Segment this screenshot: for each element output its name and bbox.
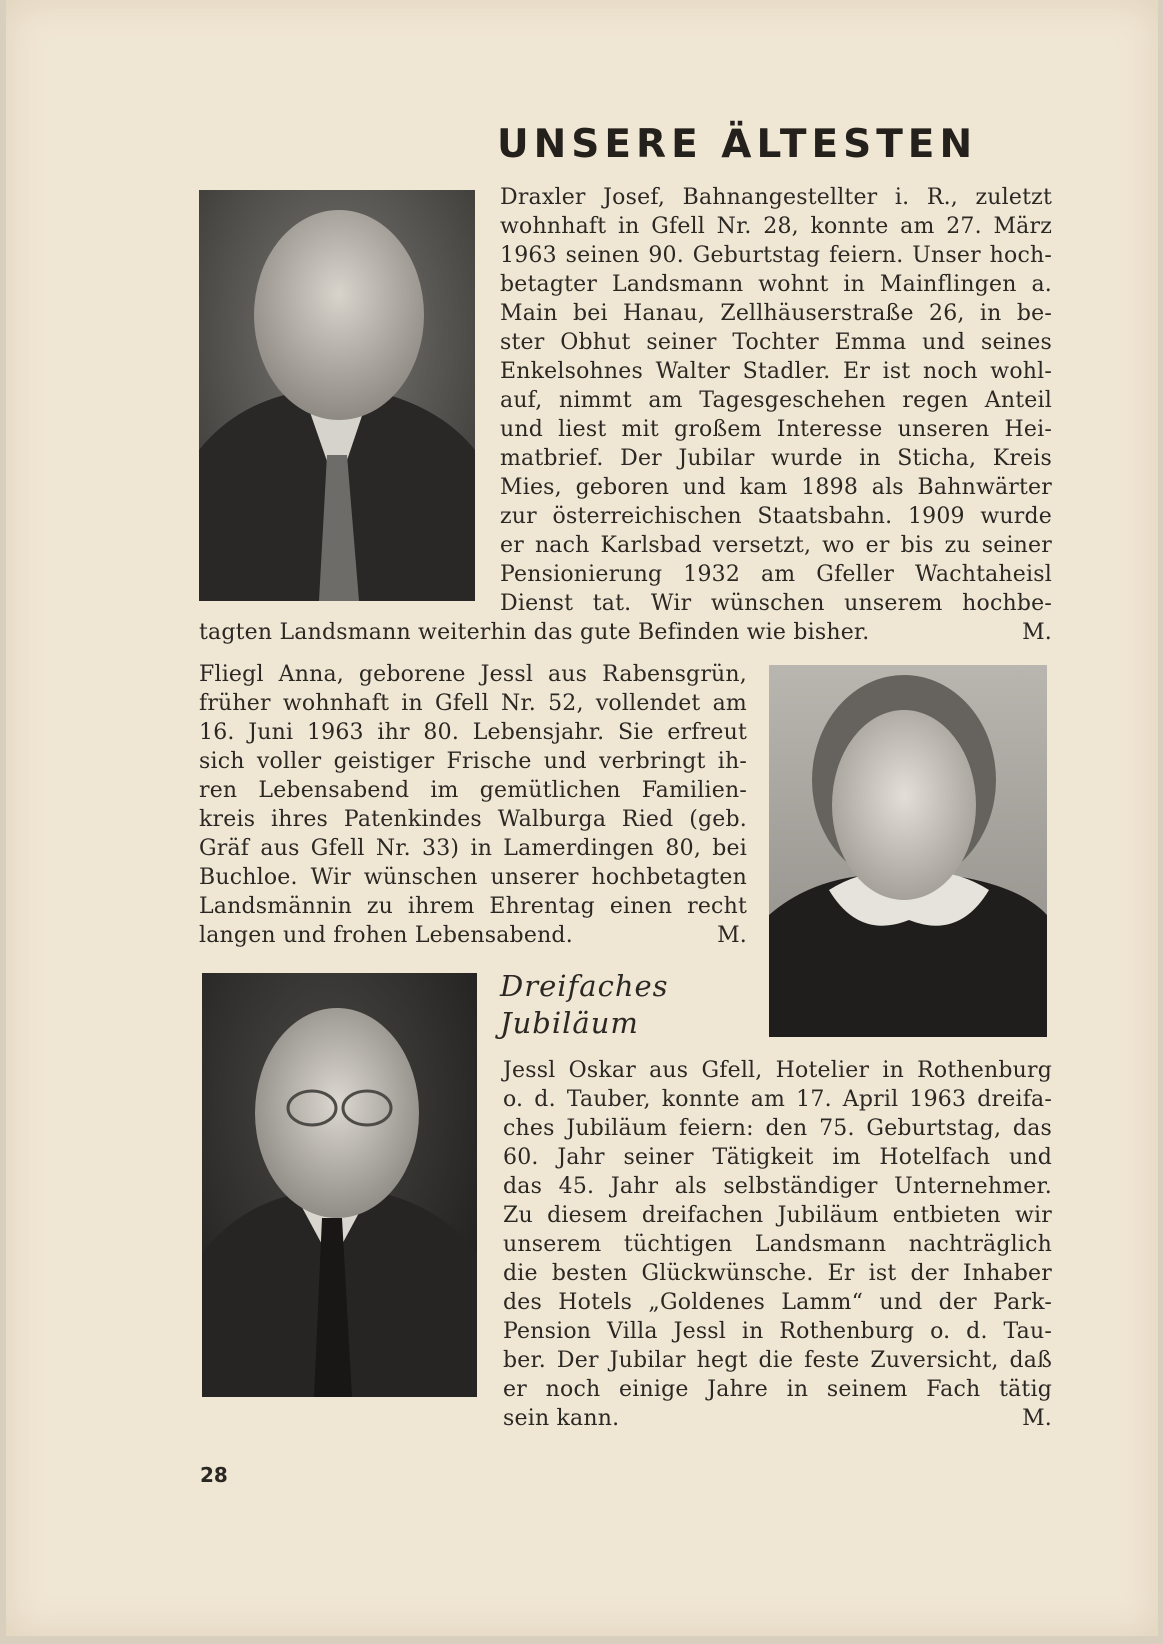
text-line: langen und frohen Lebensabend. bbox=[199, 923, 573, 948]
text-line: und liest mit großem Interesse unseren Hei- bbox=[500, 417, 1052, 442]
text-line: matbrief. Der Jubilar wurde in Sticha, Kreis bbox=[500, 446, 1052, 471]
article-draxler-end bbox=[199, 618, 1052, 647]
article-fliegl bbox=[199, 660, 747, 950]
text-line-last bbox=[199, 618, 1052, 647]
text-line: die besten Glückwünsche. Er ist der Inhaber bbox=[503, 1261, 1052, 1286]
text-line: er noch einige Jahre in seinem Fach tätig bbox=[503, 1377, 1052, 1402]
text-line: o. d. Tauber, konnte am 17. April 1963 dreifa- bbox=[503, 1087, 1052, 1112]
photo-draxler-josef bbox=[199, 190, 475, 601]
text-line: 60. Jahr seiner Tätigkeit im Hotelfach und bbox=[503, 1145, 1052, 1170]
text-line: kreis ihres Patenkindes Walburga Ried (geb. bbox=[199, 807, 747, 832]
article-title-jubilaeum bbox=[500, 968, 669, 1042]
text-line: ches Jubiläum feiern: den 75. Geburtstag, das bbox=[503, 1116, 1052, 1141]
page-number: 28 bbox=[200, 1463, 228, 1487]
text-line: auf, nimmt am Tagesgeschehen regen Anteil bbox=[500, 388, 1052, 413]
text-line: unserem tüchtigen Landsmann nachträglich bbox=[503, 1232, 1052, 1257]
photo-jessl-oskar bbox=[202, 973, 477, 1397]
text-line: Main bei Hanau, Zellhäuserstraße 26, in be- bbox=[500, 301, 1052, 326]
page-heading: UNSERE ÄLTESTEN bbox=[497, 122, 978, 167]
signature: M. bbox=[1022, 620, 1052, 645]
text-line: Fliegl Anna, geborene Jessl aus Rabensgrün, bbox=[199, 662, 747, 687]
text-line: sich voller geistiger Frische und verbringt ih- bbox=[199, 749, 747, 774]
text-line: früher wohnhaft in Gfell Nr. 52, vollendet am bbox=[199, 691, 747, 716]
title-line: Dreifaches bbox=[500, 969, 669, 1003]
text-line: das 45. Jahr als selbständiger Unternehmer. bbox=[503, 1174, 1052, 1199]
text-line: Gräf aus Gfell Nr. 33) in Lamerdingen 80, bei bbox=[199, 836, 747, 861]
article-jessl bbox=[503, 1056, 1052, 1433]
text-line: Buchloe. Wir wünschen unserer hochbetagten bbox=[199, 865, 747, 890]
title-line: Jubiläum bbox=[500, 1006, 639, 1040]
text-line: zur österreichischen Staatsbahn. 1909 wurde bbox=[500, 504, 1052, 529]
text-line: Enkelsohnes Walter Stadler. Er ist noch wohl- bbox=[500, 359, 1052, 384]
text-line: ber. Der Jubilar hegt die feste Zuversicht, daß bbox=[503, 1348, 1052, 1373]
text-line: wohnhaft in Gfell Nr. 28, konnte am 27. März bbox=[500, 214, 1052, 239]
photo-fliegl-anna bbox=[769, 665, 1047, 1037]
text-line: 1963 seinen 90. Geburtstag feiern. Unser hoch- bbox=[500, 243, 1052, 268]
text-line: ren Lebensabend im gemütlichen Familien- bbox=[199, 778, 747, 803]
text-line: ster Obhut seiner Tochter Emma und seines bbox=[500, 330, 1052, 355]
text-line: Draxler Josef, Bahnangestellter i. R., zuletzt bbox=[500, 185, 1052, 210]
text-line: Mies, geboren und kam 1898 als Bahnwärter bbox=[500, 475, 1052, 500]
signature: M. bbox=[717, 923, 747, 948]
text-line: Dienst tat. Wir wünschen unserem hochbe- bbox=[500, 591, 1052, 616]
text-line: Zu diesem dreifachen Jubiläum entbieten wir bbox=[503, 1203, 1052, 1228]
text-line: 16. Juni 1963 ihr 80. Lebensjahr. Sie erfreut bbox=[199, 720, 747, 745]
text-line-last bbox=[199, 921, 747, 950]
signature: M. bbox=[1022, 1406, 1052, 1431]
text-line: er nach Karlsbad versetzt, wo er bis zu seiner bbox=[500, 533, 1052, 558]
text-line: Pensionierung 1932 am Gfeller Wachtaheisl bbox=[500, 562, 1052, 587]
text-line: tagten Landsmann weiterhin das gute Befinden wie bisher. bbox=[199, 620, 870, 645]
article-draxler bbox=[500, 183, 1052, 618]
text-line: sein kann. bbox=[503, 1406, 620, 1431]
text-line: Pension Villa Jessl in Rothenburg o. d. Tau- bbox=[503, 1319, 1052, 1344]
text-line: Landsmännin zu ihrem Ehrentag einen recht bbox=[199, 894, 747, 919]
text-line-last bbox=[503, 1404, 1052, 1433]
text-line: Jessl Oskar aus Gfell, Hotelier in Rothenburg bbox=[503, 1058, 1052, 1083]
text-line: des Hotels „Goldenes Lamm“ und der Park- bbox=[503, 1290, 1052, 1315]
text-line: betagter Landsmann wohnt in Mainflingen a. bbox=[500, 272, 1052, 297]
